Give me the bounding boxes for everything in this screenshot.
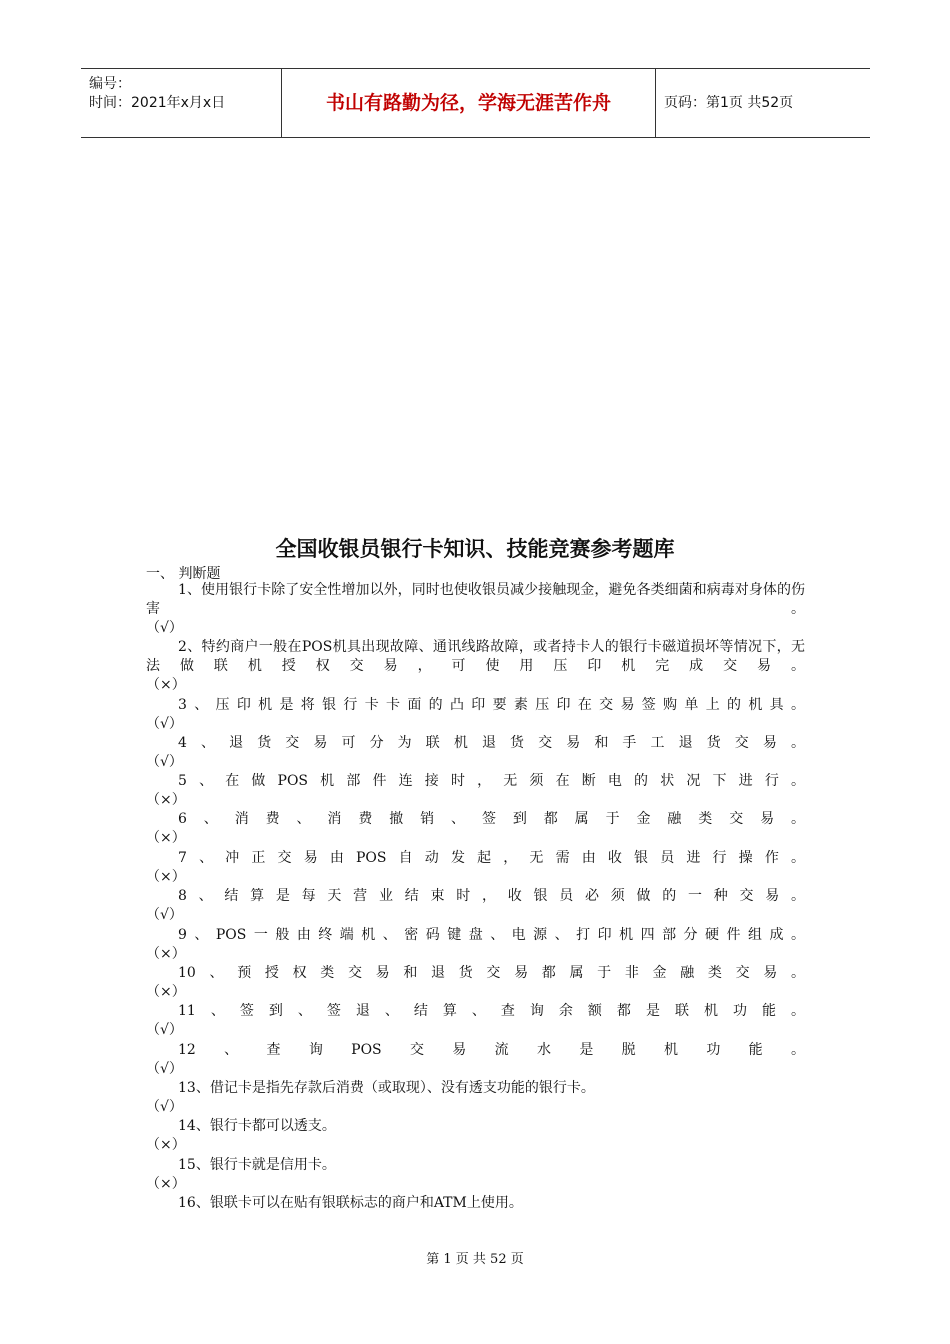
- question-text: 9、POS一般由终端机、密码键盘、电源、打印机四部分硬件组成。: [178, 927, 805, 943]
- question-text: 10、预授权类交易和退货交易都属于非金融类交易。: [178, 965, 805, 981]
- question-answer: （×）: [146, 1176, 186, 1192]
- question-item: [146, 1117, 805, 1155]
- question-text: 3、压印机是将银行卡卡面的凸印要素压印在交易签购单上的机具。: [178, 697, 805, 713]
- question-answer: （√）: [146, 620, 183, 636]
- section-heading: 一、 判断题: [146, 566, 221, 582]
- header-code-label: 编号：: [89, 76, 131, 92]
- question-item: [146, 849, 805, 887]
- question-answer: （×）: [146, 1137, 186, 1153]
- page-footer: 第 1 页 共 52 页: [426, 1252, 524, 1267]
- question-text: 6、消费、消费撤销、签到都属于金融类交易。: [178, 811, 805, 827]
- question-answer: （×）: [146, 869, 186, 885]
- header-meta: [81, 69, 282, 137]
- page-header: [81, 68, 870, 138]
- question-item: [146, 772, 805, 810]
- question-text: 13、借记卡是指先存款后消费（或取现）、没有透支功能的银行卡。: [178, 1080, 595, 1096]
- question-text: 1、使用银行卡除了安全性增加以外，同时也使收银员减少接触现金，避免各类细菌和病毒对身体的伤害。: [146, 582, 805, 617]
- question-item: [146, 581, 805, 638]
- question-text: 7、冲正交易由POS自动发起，无需由收银员进行操作。: [178, 850, 805, 866]
- question-item: [146, 696, 805, 734]
- question-answer: （×）: [146, 984, 186, 1000]
- question-answer: （√）: [146, 1061, 183, 1077]
- question-text: 14、银行卡都可以透支。: [178, 1118, 336, 1134]
- question-item: [146, 638, 805, 695]
- question-text: 8、结算是每天营业结束时，收银员必须做的一种交易。: [178, 888, 805, 904]
- question-item: [146, 1156, 805, 1194]
- question-answer: （√）: [146, 1099, 183, 1115]
- question-item: [146, 1002, 805, 1040]
- question-answer: （√）: [146, 754, 183, 770]
- header-time-label: 时间：2021年x月x日: [89, 95, 226, 111]
- question-text: 5、在做POS机部件连接时，无须在断电的状况下进行。: [178, 773, 805, 789]
- question-item: [146, 810, 805, 848]
- question-answer: （√）: [146, 1022, 183, 1038]
- question-answer: （√）: [146, 907, 183, 923]
- question-item: [146, 1041, 805, 1079]
- question-item: [146, 734, 805, 772]
- question-answer: （×）: [146, 946, 186, 962]
- question-answer: （√）: [146, 716, 183, 732]
- question-answer: （×）: [146, 792, 186, 808]
- question-answer: （×）: [146, 677, 186, 693]
- question-answer: （×）: [146, 830, 186, 846]
- header-motto: 书山有路勤为径，学海无涯苦作舟: [282, 69, 656, 137]
- question-text: 11、签到、签退、结算、查询余额都是联机功能。: [178, 1003, 805, 1019]
- question-text: 2、特约商户一般在POS机具出现故障、通讯线路故障，或者持卡人的银行卡磁道损坏等情况下，无法做联机授权交易，可使用压印机完成交易。: [146, 639, 805, 674]
- question-item: [146, 1079, 805, 1117]
- question-item: [146, 1194, 805, 1213]
- question-item: [146, 887, 805, 925]
- question-text: 15、银行卡就是信用卡。: [178, 1157, 336, 1173]
- document-title: 全国收银员银行卡知识、技能竞赛参考题库: [275, 537, 675, 561]
- question-item: [146, 964, 805, 1002]
- header-page-info: 页码：第1页 共52页: [664, 95, 794, 111]
- question-text: 16、银联卡可以在贴有银联标志的商户和ATM上使用。: [178, 1195, 523, 1211]
- question-text: 4、退货交易可分为联机退货交易和手工退货交易。: [178, 735, 805, 751]
- question-item: [146, 926, 805, 964]
- question-text: 12、查询POS交易流水是脱机功能。: [178, 1042, 805, 1058]
